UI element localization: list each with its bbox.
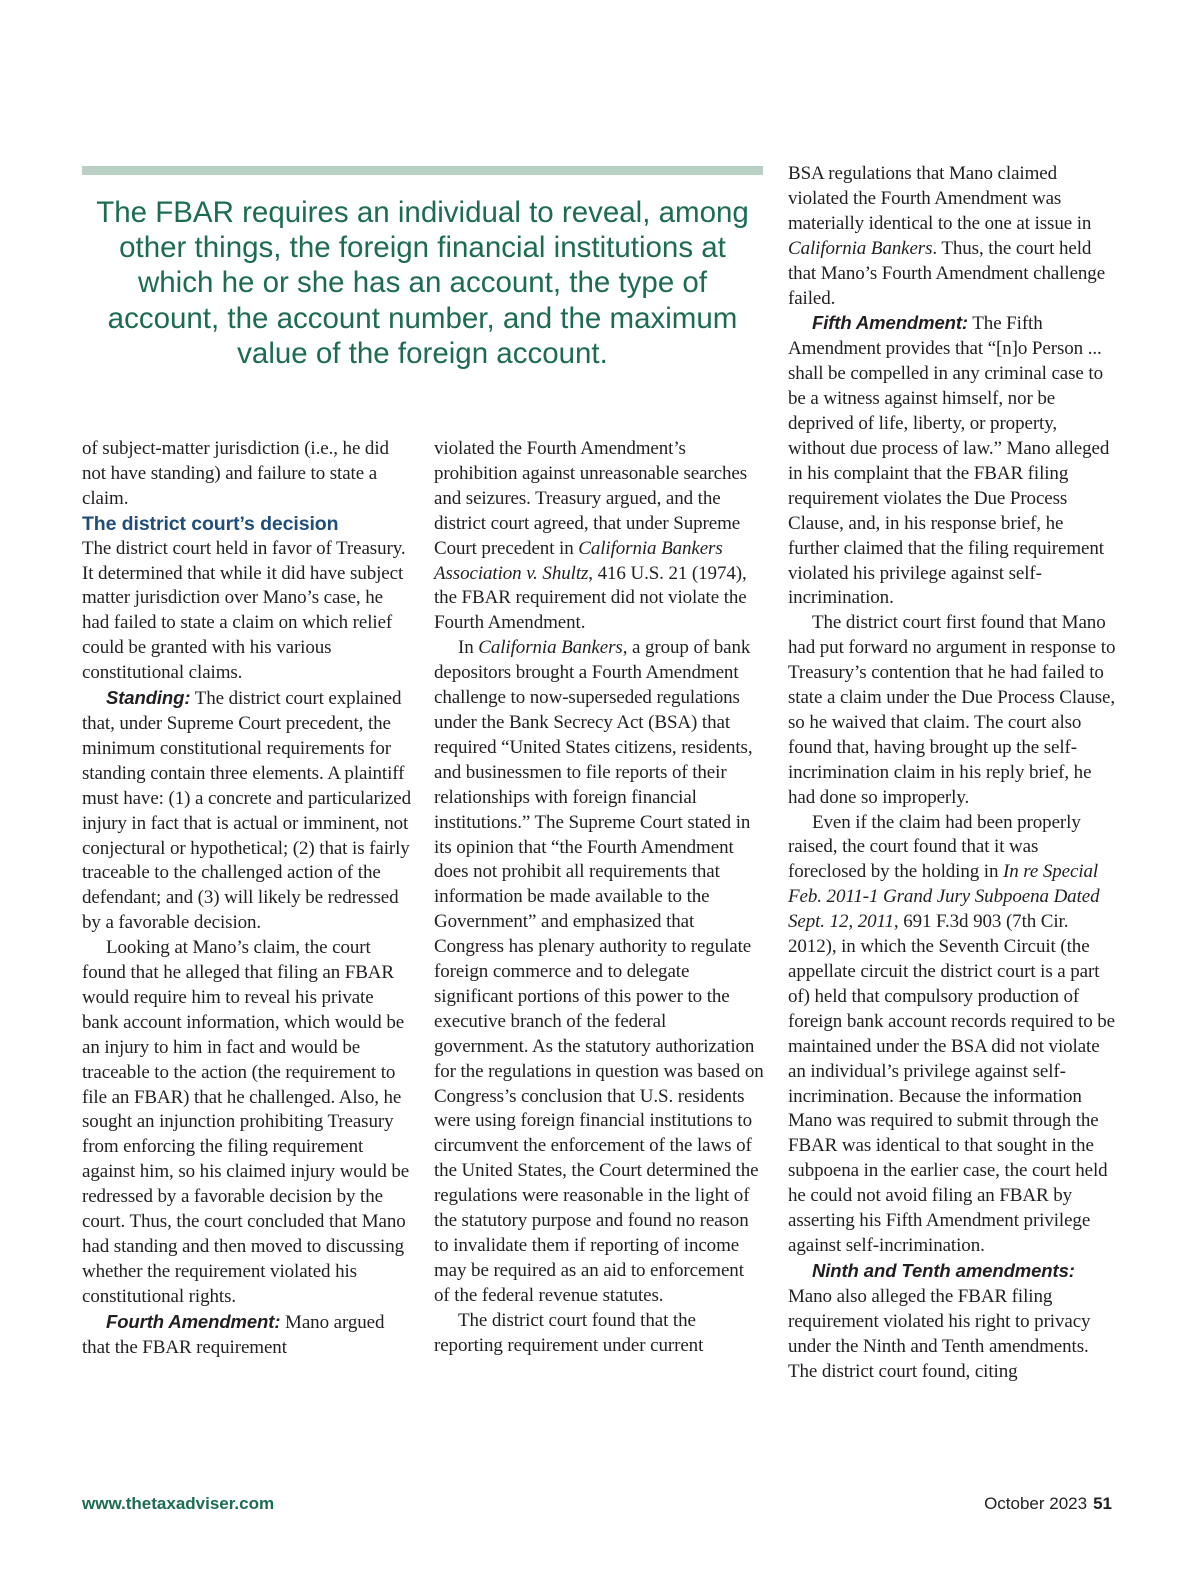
paragraph-bsa-regulations xyxy=(788,162,1118,311)
paragraph-standing xyxy=(82,686,412,936)
text-segment: , 691 F.3d 903 (7th Cir. 2012), in which the Seventh Circuit (the appellate circuit the district court is a part of) held that compulsory production of foreign bank account records required to be maintained under the BSA did not violate an individual’s privilege against self-incrimination. Because the information Mano was required to submit through the FBAR was identical to that sought in the subpoena in the earlier case, the court held he could not avoid filing an FBAR by asserting his Fifth Amendment privilege against self-incrimination. xyxy=(788,911,1116,1256)
paragraph-in-california-bankers xyxy=(434,636,764,1308)
pull-quote: The FBAR requires an individual to reveal, among other things, the foreign financial institutions at which he or she has an account, the type of account, the account number, and the maximum value of the foreign account. xyxy=(96,196,749,370)
subhead-ninth-tenth-amendments: Ninth and Tenth amendments: xyxy=(812,1259,1075,1281)
paragraph-fifth-text: The Fifth Amendment provides that “[n]o Person ... shall be compelled in any criminal case to be a witness against himself, nor be deprived of life, liberty, or property, without due process of law.” Mano alleged in his complaint that the FBAR filing requirement violates the Due Process Clause, and, in his response brief, he further claimed that the filing requirement violated his privilege against self-incrimination. xyxy=(788,313,1110,609)
case-name-california-bankers-full: California Bankers Association v. Shultz xyxy=(434,537,723,584)
paragraph-decision: The district court held in favor of Treasury. It determined that while it did have subject matter jurisdiction over Mano’s case, he had failed to state a claim on which relief could be granted with his various constitutional claims. xyxy=(82,537,406,684)
paragraph-looking: Looking at Mano’s claim, the court found that he alleged that filing an FBAR would require him to reveal his private bank account information, which would be an injury to him in fact and would be traceable to the action (the requirement to file an FBAR) that he challenged. Also, he sought an injunction prohibiting Treasury from enforcing the filing requirement against him, so his claimed injury would be redressed by a favorable decision by the court. Thus, the court concluded that Mano had standing and then moved to discussing whether the requirement violated his constitutional rights. xyxy=(82,937,410,1307)
text-segment: violated the Fourth Amendment’s prohibition against unreasonable searches and seizures. Treasury argued, and the district court agreed, that under Supreme Court precedent in xyxy=(434,438,747,559)
column-1 xyxy=(82,437,412,1361)
text-segment: , a group of bank depositors brought a Fourth Amendment challenge to now-superseded regulations under the Bank Secrecy Act (BSA) that required “United States citizens, residents, and businessmen to file reports of their relationships with foreign financial institutions.” The Supreme Court stated in its opinion that “the Fourth Amendment does not prohibit all requirements that information be made available to the Government” and emphasized that Congress has plenary authority to regulate foreign commerce and to delegate significant portions of this power to the executive branch of the federal government. As the statutory authorization for the regulations in question was based on Congress’s conclusion that U.S. residents were using foreign financial institutions to circumvent the enforcement of the laws of the United States, the Court determined the regulations were reasonable in the light of the statutory purpose and found no reason to invalidate them if reporting of income may be required as an aid to enforcement of the federal revenue statutes. xyxy=(434,637,764,1306)
paragraph-standing-text: The district court explained that, under Supreme Court precedent, the minimum constitutional requirements for standing contain three elements. A plaintiff must have: (1) a concrete and particularized injury in fact that is actual or imminent, not conjectural or hypothetical; (2) that is fairly traceable to the challenged action of the defendant; and (3) will likely be redressed by a favorable decision. xyxy=(82,688,411,934)
footer-date: October 2023 xyxy=(984,1494,1088,1513)
paragraph-first-found: The district court first found that Mano had put forward no argument in response to Treasury’s contention that he had failed to state a claim under the Due Process Clause, so he waived that claim. The court also found that, having brought up the self-incrimination claim in his reply brief, he had done so improperly. xyxy=(788,612,1116,808)
case-name-in-re-special: In re Special Feb. 2011-1 Grand Jury Subpoena Dated Sept. 12, 2011 xyxy=(788,861,1100,933)
column-3 xyxy=(788,162,1118,1384)
subhead-standing: Standing: xyxy=(106,687,191,709)
text-segment: In xyxy=(458,637,479,659)
text-segment: BSA regulations that Mano claimed violated the Fourth Amendment was materially identical to the one at issue in xyxy=(788,163,1092,234)
paragraph-fourth-amendment xyxy=(82,1310,412,1361)
column-2 xyxy=(434,437,764,1359)
paragraph-even-if xyxy=(788,811,1118,1259)
case-name-california-bankers: California Bankers xyxy=(788,237,933,259)
text-segment: . Thus, the court held that Mano’s Fourth Amendment challenge failed. xyxy=(788,237,1106,309)
paragraph-court-found: The district court found that the reporting requirement under current xyxy=(434,1309,704,1356)
footer-issue xyxy=(984,1494,1112,1514)
paragraph-fifth-amendment xyxy=(788,311,1118,611)
paragraph-intro: of subject-matter jurisdiction (i.e., he did not have standing) and failure to state a claim. xyxy=(82,438,389,509)
subhead-fourth-amendment: Fourth Amendment: xyxy=(106,1310,281,1332)
paragraph-ninth-tenth xyxy=(788,1259,1118,1285)
case-name-california-bankers: California Bankers xyxy=(478,637,623,659)
text-segment: , 416 U.S. 21 (1974), the FBAR requirement did not violate the Fourth Amendment. xyxy=(434,562,747,634)
page-number: 51 xyxy=(1093,1494,1112,1513)
pull-quote-rule xyxy=(82,166,763,175)
text-segment: Even if the claim had been properly raised, the court found that it was foreclosed by the holding in xyxy=(788,811,1081,883)
paragraph-ninth-tenth-text: Mano also alleged the FBAR filing requirement violated his right to privacy under the Ninth and Tenth amendments. The district court found, citing xyxy=(788,1285,1091,1382)
paragraph-fourth-text: Mano argued that the FBAR requirement xyxy=(82,1311,385,1358)
paragraph-fourth-cont xyxy=(434,437,764,636)
subhead-fifth-amendment: Fifth Amendment: xyxy=(812,312,968,334)
footer-website: www.thetaxadviser.com xyxy=(82,1494,275,1513)
section-heading-district-court-decision: The district court’s decision xyxy=(82,512,339,535)
